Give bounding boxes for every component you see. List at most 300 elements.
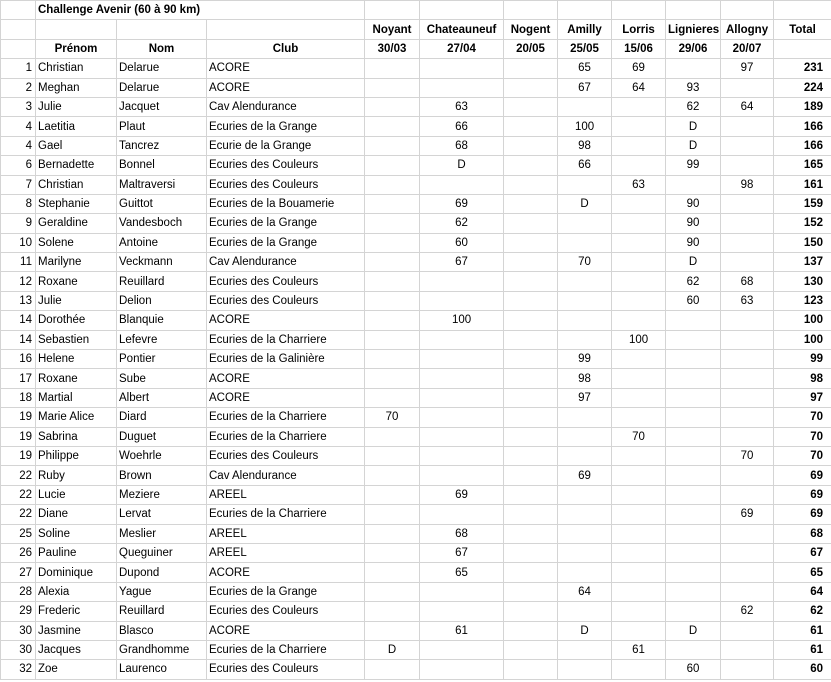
prenom-cell: Geraldine [36,214,117,233]
table-row [1,582,831,601]
score-cell: 70 [558,253,612,272]
score-cell [666,466,721,485]
score-cell [558,543,612,562]
prenom-cell: Roxane [36,272,117,291]
score-cell: 60 [666,291,721,310]
column-header-row [1,39,831,58]
score-cell [721,660,774,679]
score-cell [365,524,420,543]
table-row [1,136,831,155]
score-cell [504,330,558,349]
rank-cell: 22 [1,505,36,524]
score-cell: 97 [721,59,774,78]
score-cell [504,214,558,233]
score-cell [504,156,558,175]
score-cell [365,543,420,562]
score-cell [558,446,612,465]
score-cell [365,660,420,679]
score-cell [504,350,558,369]
club-cell: Ecuries de la Charriere [207,330,365,349]
club-cell: ACORE [207,388,365,407]
score-cell [721,466,774,485]
score-cell [365,466,420,485]
score-cell [666,602,721,621]
rank-cell: 17 [1,369,36,388]
score-cell: 97 [558,388,612,407]
score-cell [558,233,612,252]
rank-cell: 19 [1,427,36,446]
score-cell [666,640,721,659]
nom-cell: Duguet [117,427,207,446]
nom-cell: Grandhomme [117,640,207,659]
score-cell [558,563,612,582]
prenom-cell: Sebastien [36,330,117,349]
score-cell: 64 [612,78,666,97]
rank-cell: 22 [1,485,36,504]
rank-cell: 1 [1,59,36,78]
race-date-header: 30/03 [365,39,420,58]
table-row [1,350,831,369]
total-cell: 61 [774,640,831,659]
club-cell: Ecuries des Couleurs [207,175,365,194]
total-cell: 70 [774,408,831,427]
score-cell [420,505,504,524]
nom-cell: Brown [117,466,207,485]
nom-cell: Veckmann [117,253,207,272]
score-cell [365,253,420,272]
club-cell: Ecuries de la Charriere [207,408,365,427]
total-cell: 100 [774,311,831,330]
club-cell: Ecuries des Couleurs [207,660,365,679]
rank-cell: 8 [1,194,36,213]
score-cell [666,563,721,582]
nom-cell: Woehrle [117,446,207,465]
score-cell [666,369,721,388]
prenom-cell: Dominique [36,563,117,582]
total-cell: 69 [774,466,831,485]
score-cell: 69 [612,59,666,78]
club-cell: Ecuries de la Charriere [207,427,365,446]
table-row [1,602,831,621]
score-cell [558,97,612,116]
score-cell: 65 [558,59,612,78]
score-cell [721,117,774,136]
score-cell: D [365,640,420,659]
prenom-cell: Dorothée [36,311,117,330]
nom-cell: Queguiner [117,543,207,562]
score-cell: 70 [612,427,666,446]
rank-cell: 30 [1,621,36,640]
rank-cell: 19 [1,446,36,465]
total-cell: 137 [774,253,831,272]
total-cell: 65 [774,563,831,582]
sheet-title: Challenge Avenir (60 à 90 km) [36,1,365,20]
nom-cell: Lefevre [117,330,207,349]
club-cell: Cav Alendurance [207,253,365,272]
score-cell [420,291,504,310]
rank-cell: 18 [1,388,36,407]
table-row [1,233,831,252]
score-cell [721,311,774,330]
prenom-cell: Diane [36,505,117,524]
club-cell: Ecuries de la Grange [207,582,365,601]
club-cell: ACORE [207,369,365,388]
score-cell [365,330,420,349]
rank-cell: 28 [1,582,36,601]
rank-cell: 9 [1,214,36,233]
score-cell [612,485,666,504]
nom-cell: Guittot [117,194,207,213]
score-cell [666,446,721,465]
club-cell: ACORE [207,311,365,330]
rank-cell: 10 [1,233,36,252]
table-row [1,117,831,136]
race-date-header: 15/06 [612,39,666,58]
score-cell [365,563,420,582]
score-cell: 65 [420,563,504,582]
score-cell: 69 [721,505,774,524]
score-cell [612,660,666,679]
score-cell [666,175,721,194]
prenom-cell: Christian [36,59,117,78]
nom-cell: Blanquie [117,311,207,330]
table-row [1,446,831,465]
score-cell [558,291,612,310]
score-cell: 63 [612,175,666,194]
score-cell [504,660,558,679]
rank-cell: 11 [1,253,36,272]
score-cell [420,388,504,407]
score-cell [558,311,612,330]
rank-cell: 27 [1,563,36,582]
score-cell: 62 [721,602,774,621]
score-cell: 62 [420,214,504,233]
score-cell [666,524,721,543]
table-row [1,97,831,116]
score-cell [558,272,612,291]
table-row [1,640,831,659]
score-cell [721,621,774,640]
score-cell: D [558,621,612,640]
score-cell [612,582,666,601]
rank-cell: 22 [1,466,36,485]
prenom-cell: Ruby [36,466,117,485]
score-cell: 99 [558,350,612,369]
score-cell [721,136,774,155]
race-date-header: 27/04 [420,39,504,58]
score-cell [612,388,666,407]
rank-cell: 19 [1,408,36,427]
club-cell: Ecurie de la Grange [207,136,365,155]
score-cell [721,350,774,369]
race-date-header: 29/06 [666,39,721,58]
table-row [1,388,831,407]
nom-cell: Antoine [117,233,207,252]
score-cell [504,485,558,504]
score-cell [721,640,774,659]
score-cell [420,602,504,621]
score-cell [721,330,774,349]
total-cell: 123 [774,291,831,310]
nom-cell: Pontier [117,350,207,369]
total-cell: 165 [774,156,831,175]
score-cell: 61 [612,640,666,659]
score-cell [504,466,558,485]
score-cell [365,233,420,252]
score-cell: 98 [721,175,774,194]
prenom-cell: Marie Alice [36,408,117,427]
club-cell: Ecuries de la Charriere [207,505,365,524]
score-cell [558,427,612,446]
total-cell: 68 [774,524,831,543]
club-cell: AREEL [207,485,365,504]
score-cell [612,214,666,233]
score-cell [612,97,666,116]
score-cell [420,175,504,194]
total-cell: 97 [774,388,831,407]
score-cell: 66 [420,117,504,136]
score-cell [721,388,774,407]
total-cell: 60 [774,660,831,679]
prenom-cell: Soline [36,524,117,543]
club-header: Club [207,39,365,58]
rank-cell: 4 [1,136,36,155]
table-row [1,408,831,427]
table-row [1,253,831,272]
nom-cell: Laurenco [117,660,207,679]
nom-cell: Lervat [117,505,207,524]
total-cell: 152 [774,214,831,233]
score-cell [721,253,774,272]
score-cell [365,156,420,175]
score-cell [504,136,558,155]
score-cell [721,543,774,562]
score-cell: 66 [558,156,612,175]
club-cell: Ecuries des Couleurs [207,156,365,175]
prenom-cell: Christian [36,175,117,194]
score-cell: 100 [420,311,504,330]
score-cell [504,563,558,582]
score-cell [558,602,612,621]
score-cell: 69 [558,466,612,485]
score-cell [365,505,420,524]
score-cell [558,660,612,679]
total-cell: 161 [774,175,831,194]
table-row [1,59,831,78]
total-cell: 98 [774,369,831,388]
club-cell: ACORE [207,78,365,97]
score-cell [612,311,666,330]
club-cell: Ecuries de la Galinière [207,350,365,369]
rank-cell: 14 [1,311,36,330]
score-cell [558,505,612,524]
club-cell: Cav Alendurance [207,466,365,485]
score-cell: 67 [420,543,504,562]
score-cell [721,427,774,446]
race-name-header: Allogny [721,20,774,39]
total-cell: 61 [774,621,831,640]
total-cell: 224 [774,78,831,97]
club-cell: Cav Alendurance [207,97,365,116]
club-cell: AREEL [207,524,365,543]
score-cell [504,408,558,427]
nom-cell: Yague [117,582,207,601]
club-cell: ACORE [207,563,365,582]
nom-cell: Reuillard [117,272,207,291]
prenom-cell: Julie [36,97,117,116]
club-cell: Ecuries des Couleurs [207,272,365,291]
score-cell [365,350,420,369]
total-cell: 70 [774,427,831,446]
score-cell [612,563,666,582]
total-cell: 67 [774,543,831,562]
prenom-cell: Alexia [36,582,117,601]
score-cell [721,563,774,582]
rank-cell: 4 [1,117,36,136]
score-cell [612,350,666,369]
score-cell [612,369,666,388]
table-row [1,291,831,310]
race-date-header: 20/05 [504,39,558,58]
total-cell: 159 [774,194,831,213]
score-cell [365,291,420,310]
score-cell [612,156,666,175]
score-cell [612,253,666,272]
rank-cell: 2 [1,78,36,97]
total-cell: 69 [774,485,831,504]
score-cell: 61 [420,621,504,640]
score-cell [558,330,612,349]
club-cell: ACORE [207,621,365,640]
score-cell [365,602,420,621]
rank-cell: 7 [1,175,36,194]
score-cell: 64 [558,582,612,601]
score-cell [612,194,666,213]
total-cell: 189 [774,97,831,116]
nom-cell: Diard [117,408,207,427]
score-cell: 64 [721,97,774,116]
score-cell: 60 [666,660,721,679]
nom-cell: Maltraversi [117,175,207,194]
prenom-cell: Lucie [36,485,117,504]
score-cell [420,330,504,349]
score-cell [612,446,666,465]
nom-cell: Albert [117,388,207,407]
club-cell: Ecuries des Couleurs [207,602,365,621]
prenom-cell: Martial [36,388,117,407]
total-cell: 130 [774,272,831,291]
score-cell [558,524,612,543]
score-cell [420,272,504,291]
score-cell: 63 [721,291,774,310]
score-cell [504,233,558,252]
score-cell [420,660,504,679]
race-name-header: Chateauneuf [420,20,504,39]
score-cell [612,291,666,310]
table-row [1,156,831,175]
score-cell [365,621,420,640]
score-cell [504,253,558,272]
race-name-header: Nogent [504,20,558,39]
score-cell [721,369,774,388]
score-cell [721,408,774,427]
nom-cell: Vandesboch [117,214,207,233]
score-cell [558,408,612,427]
table-row [1,466,831,485]
score-cell: 68 [721,272,774,291]
prenom-cell: Laetitia [36,117,117,136]
score-cell [504,524,558,543]
total-cell: 64 [774,582,831,601]
score-cell [420,446,504,465]
score-cell [612,117,666,136]
nom-cell: Meziere [117,485,207,504]
score-cell [365,214,420,233]
score-cell [666,485,721,504]
score-cell [612,466,666,485]
score-cell [558,214,612,233]
club-cell: ACORE [207,59,365,78]
score-cell: D [666,136,721,155]
prenom-cell: Julie [36,291,117,310]
rank-cell: 12 [1,272,36,291]
score-cell: D [666,253,721,272]
score-cell [666,350,721,369]
prenom-cell: Bernadette [36,156,117,175]
score-cell [721,233,774,252]
score-cell [504,97,558,116]
score-cell: 70 [365,408,420,427]
score-cell [365,427,420,446]
score-cell [612,524,666,543]
score-cell [420,369,504,388]
total-header: Total [774,20,831,39]
table-row [1,563,831,582]
score-cell [504,388,558,407]
total-cell: 100 [774,330,831,349]
title-row [1,1,831,20]
score-cell [365,97,420,116]
score-cell: 60 [420,233,504,252]
score-cell [504,446,558,465]
prenom-header: Prénom [36,39,117,58]
score-cell [612,272,666,291]
prenom-cell: Sabrina [36,427,117,446]
score-cell [504,543,558,562]
score-cell: 98 [558,369,612,388]
table-row [1,175,831,194]
score-cell [612,543,666,562]
score-cell: 69 [420,194,504,213]
score-cell [504,582,558,601]
score-cell: 90 [666,214,721,233]
club-cell: Ecuries de la Bouamerie [207,194,365,213]
total-cell: 150 [774,233,831,252]
score-cell [666,543,721,562]
score-cell [504,369,558,388]
score-cell [612,505,666,524]
table-row [1,485,831,504]
club-cell: AREEL [207,543,365,562]
race-date-header: 25/05 [558,39,612,58]
score-cell [558,175,612,194]
club-cell: Ecuries de la Grange [207,233,365,252]
score-cell: D [666,621,721,640]
score-cell [420,78,504,97]
score-cell [504,59,558,78]
club-cell: Ecuries de la Grange [207,214,365,233]
score-cell: 69 [420,485,504,504]
